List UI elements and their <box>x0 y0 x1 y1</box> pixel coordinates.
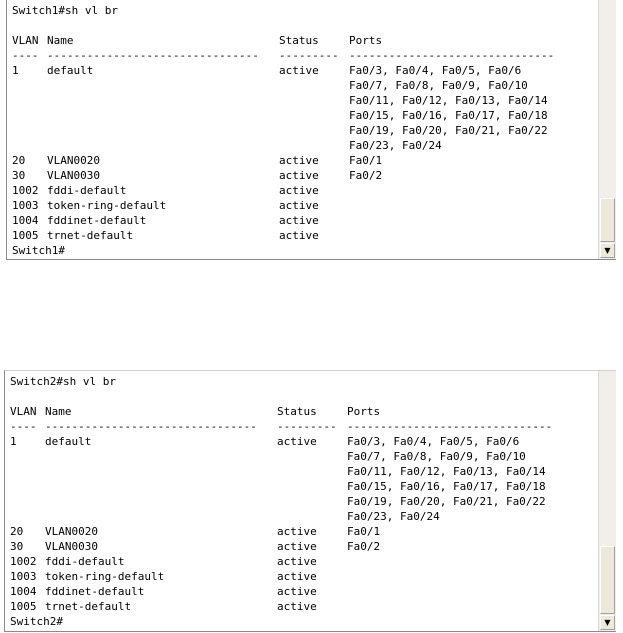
table-separator <box>5 419 598 434</box>
table-header <box>7 33 598 48</box>
vlan-name: fddi-default <box>45 555 125 568</box>
switch2-terminal[interactable] <box>4 370 616 632</box>
table-row-continuation <box>7 78 598 93</box>
table-row-continuation <box>5 479 598 494</box>
table-row-continuation <box>7 123 598 138</box>
vlan-name: fddinet-default <box>47 214 147 227</box>
separator-vlan: ---- <box>12 49 39 62</box>
vlan-id: 20 <box>10 525 24 538</box>
table-row <box>5 569 598 584</box>
vlan-id: 30 <box>12 169 26 182</box>
vlan-id: 1002 <box>12 184 39 197</box>
vlan-ports: Fa0/7, Fa0/8, Fa0/9, Fa0/10 <box>349 79 528 92</box>
scrollbar-thumb[interactable] <box>600 198 615 242</box>
vlan-ports: Fa0/7, Fa0/8, Fa0/9, Fa0/10 <box>347 450 526 463</box>
vlan-name: VLAN0020 <box>45 525 98 538</box>
vlan-status: active <box>277 540 317 553</box>
vlan-name: token-ring-default <box>45 570 165 583</box>
command-line <box>7 3 598 18</box>
separator-name: -------------------------------- <box>47 49 259 62</box>
vlan-status: active <box>279 154 319 167</box>
vlan-ports: Fa0/19, Fa0/20, Fa0/21, Fa0/22 <box>347 495 546 508</box>
table-row-continuation <box>5 449 598 464</box>
vlan-name: trnet-default <box>47 229 134 242</box>
column-header-status: Status <box>279 34 319 47</box>
table-row-continuation <box>7 138 598 153</box>
separator-name: -------------------------------- <box>45 420 257 433</box>
vlan-ports: Fa0/23, Fa0/24 <box>347 510 440 523</box>
vlan-id: 1003 <box>12 199 39 212</box>
vlan-id: 1004 <box>10 585 37 598</box>
vlan-id: 1002 <box>10 555 37 568</box>
vlan-name: fddi-default <box>47 184 127 197</box>
table-separator <box>7 48 598 63</box>
vertical-scrollbar[interactable] <box>598 371 616 631</box>
vlan-status: active <box>279 169 319 182</box>
scroll-down-arrow-icon[interactable]: ▼ <box>600 615 615 630</box>
vlan-id: 30 <box>10 540 24 553</box>
column-header-vlan: VLAN <box>12 34 39 47</box>
vlan-ports: Fa0/2 <box>349 169 383 182</box>
vlan-id: 1 <box>12 64 19 77</box>
table-row-continuation <box>7 108 598 123</box>
table-row <box>7 168 598 183</box>
vlan-ports: Fa0/11, Fa0/12, Fa0/13, Fa0/14 <box>349 94 548 107</box>
terminal-output[interactable] <box>7 0 598 259</box>
column-header-ports: Ports <box>349 34 383 47</box>
vlan-id: 1003 <box>10 570 37 583</box>
table-row <box>7 153 598 168</box>
vlan-name: VLAN0030 <box>45 540 98 553</box>
column-header-ports: Ports <box>347 405 381 418</box>
table-row <box>5 584 598 599</box>
vlan-ports: Fa0/1 <box>347 525 381 538</box>
table-row-continuation <box>5 464 598 479</box>
table-row <box>5 554 598 569</box>
table-row <box>5 524 598 539</box>
vlan-status: active <box>279 184 319 197</box>
table-row-continuation <box>7 93 598 108</box>
prompt-line <box>5 614 598 629</box>
column-header-name: Name <box>47 34 74 47</box>
vlan-name: default <box>47 64 94 77</box>
command-text: Switch2#sh vl br <box>10 375 116 388</box>
command-text: Switch1#sh vl br <box>12 4 118 17</box>
table-header <box>5 404 598 419</box>
vlan-ports: Fa0/15, Fa0/16, Fa0/17, Fa0/18 <box>349 109 548 122</box>
vlan-ports: Fa0/3, Fa0/4, Fa0/5, Fa0/6 <box>349 64 522 77</box>
terminal-output[interactable] <box>5 371 598 631</box>
column-header-vlan: VLAN <box>10 405 37 418</box>
vlan-name: token-ring-default <box>47 199 167 212</box>
column-header-name: Name <box>45 405 72 418</box>
vlan-ports: Fa0/23, Fa0/24 <box>349 139 442 152</box>
vlan-ports: Fa0/11, Fa0/12, Fa0/13, Fa0/14 <box>347 465 546 478</box>
vlan-status: active <box>277 600 317 613</box>
vlan-status: active <box>279 64 319 77</box>
vlan-id: 1005 <box>12 229 39 242</box>
vlan-name: default <box>45 435 92 448</box>
separator-ports: ------------------------------- <box>349 49 555 62</box>
vlan-name: fddinet-default <box>45 585 145 598</box>
table-row <box>7 63 598 78</box>
separator-vlan: ---- <box>10 420 37 433</box>
prompt-line <box>7 243 598 258</box>
separator-ports: ------------------------------- <box>347 420 553 433</box>
vlan-name: trnet-default <box>45 600 132 613</box>
table-row-continuation <box>5 494 598 509</box>
cli-prompt: Switch2# <box>10 615 63 628</box>
vlan-status: active <box>279 199 319 212</box>
vlan-ports: Fa0/3, Fa0/4, Fa0/5, Fa0/6 <box>347 435 520 448</box>
command-line <box>5 374 598 389</box>
table-row-continuation <box>5 509 598 524</box>
vlan-status: active <box>277 555 317 568</box>
cli-prompt: Switch1# <box>12 244 65 257</box>
vlan-name: VLAN0020 <box>47 154 100 167</box>
vlan-id: 1005 <box>10 600 37 613</box>
column-header-status: Status <box>277 405 317 418</box>
vlan-status: active <box>277 525 317 538</box>
table-row <box>7 213 598 228</box>
table-row <box>5 539 598 554</box>
vlan-status: active <box>277 570 317 583</box>
table-row <box>7 228 598 243</box>
vertical-scrollbar[interactable] <box>598 0 616 259</box>
vlan-ports: Fa0/2 <box>347 540 381 553</box>
vlan-id: 1 <box>10 435 17 448</box>
vlan-status: active <box>277 435 317 448</box>
vlan-status: active <box>279 214 319 227</box>
separator-status: --------- <box>277 420 337 433</box>
vlan-ports: Fa0/1 <box>349 154 383 167</box>
vlan-name: VLAN0030 <box>47 169 100 182</box>
table-row <box>7 198 598 213</box>
separator-status: --------- <box>279 49 339 62</box>
scroll-down-arrow-icon[interactable]: ▼ <box>600 243 615 258</box>
vlan-status: active <box>279 229 319 242</box>
vlan-ports: Fa0/15, Fa0/16, Fa0/17, Fa0/18 <box>347 480 546 493</box>
scrollbar-thumb[interactable] <box>600 546 615 614</box>
vlan-ports: Fa0/19, Fa0/20, Fa0/21, Fa0/22 <box>349 124 548 137</box>
vlan-status: active <box>277 585 317 598</box>
vlan-id: 20 <box>12 154 26 167</box>
table-row <box>7 183 598 198</box>
vlan-id: 1004 <box>12 214 39 227</box>
table-row <box>5 599 598 614</box>
switch1-terminal[interactable] <box>6 0 616 260</box>
table-row <box>5 434 598 449</box>
